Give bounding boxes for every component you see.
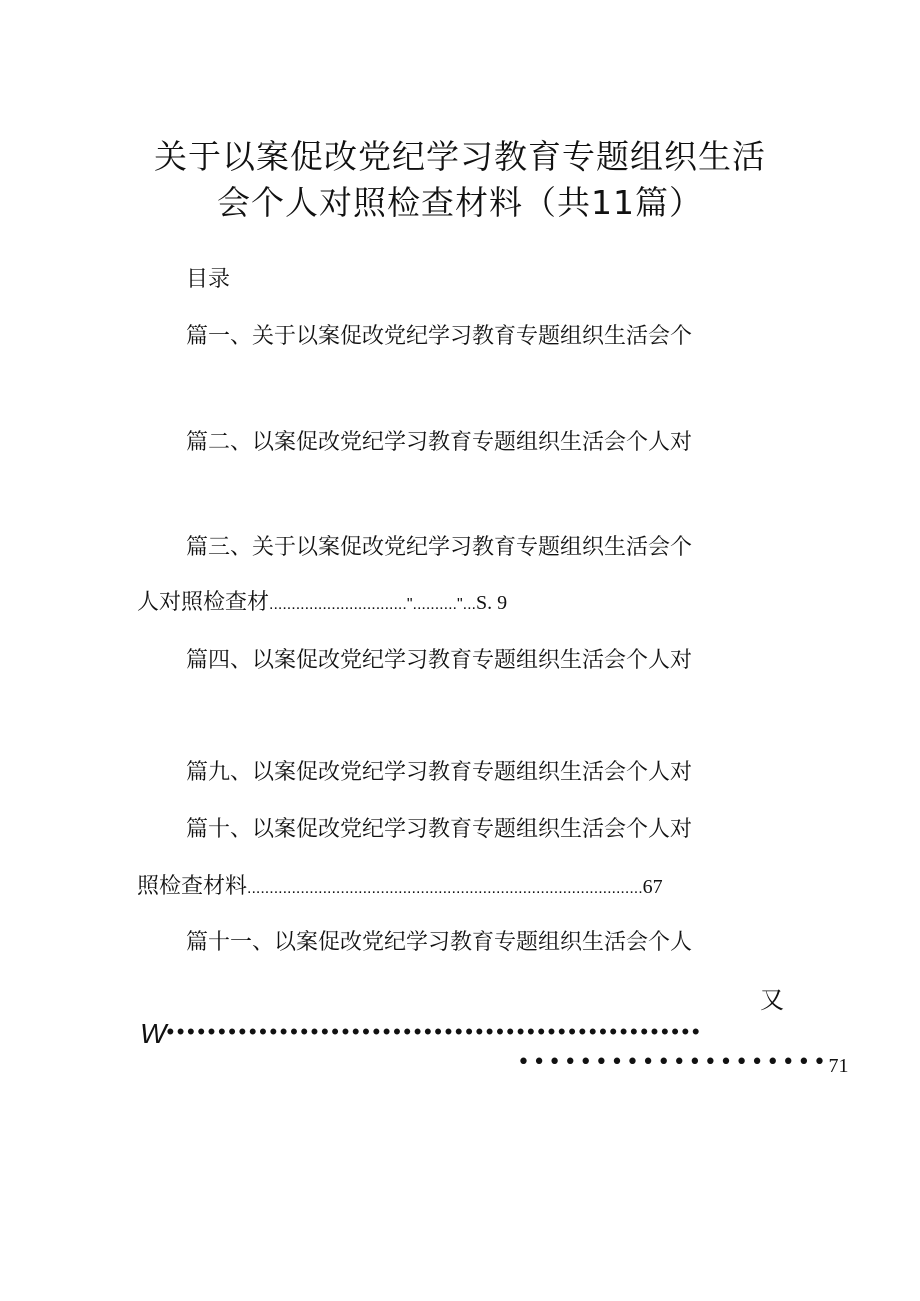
toc-entry-11-line-4 [517,1050,849,1077]
toc-entry-4: 篇四、以案促改党纪学习教育专题组织生活会个人对 [186,648,693,673]
document-title-line-2: 会个人对照检查材料（共11篇） [217,183,703,222]
toc-entry-11-line-3 [140,1020,702,1048]
toc-entry-3-leader: ...............................".........."... [269,596,476,613]
toc-entry-11-leader-1: •••••••••••••••••••••••••••••••••••••••••••••••••••• [166,1019,703,1044]
toc-entry-11-page: 71 [828,1055,849,1077]
toc-entry-3-line-2 [137,592,507,614]
toc-heading: 目录 [186,267,231,292]
toc-entry-3-line-1: 篇三、关于以案促改党纪学习教育专题组织生活会个 [186,535,693,560]
toc-entry-3-page: S. 9 [475,592,508,614]
toc-entry-11-w: W [140,1018,167,1049]
toc-entry-2: 篇二、以案促改党纪学习教育专题组织生活会个人对 [186,430,693,455]
toc-entry-11-line-2: 又 [760,986,784,1014]
toc-entry-9: 篇九、以案促改党纪学习教育专题组织生活会个人对 [186,760,693,785]
document-title-line-1: 关于以案促改党纪学习教育专题组织生活 [154,137,766,176]
toc-entry-11-line-1: 篇十一、以案促改党纪学习教育专题组织生活会个人 [186,930,693,955]
toc-entry-10-leader: ......................................................................................... [247,880,643,897]
toc-entry-10-line-1: 篇十、以案促改党纪学习教育专题组织生活会个人对 [186,817,693,842]
toc-entry-10-line-2 [137,876,777,898]
toc-entry-11-leader-2: •••••••••••••••••••• [517,1050,829,1075]
toc-entry-3-text: 人对照检查材 [137,590,270,615]
toc-entry-10-text: 照检查材料 [137,874,248,899]
toc-entry-1: 篇一、关于以案促改党纪学习教育专题组织生活会个 [186,324,693,349]
toc-entry-10-page: 67 [642,876,663,898]
